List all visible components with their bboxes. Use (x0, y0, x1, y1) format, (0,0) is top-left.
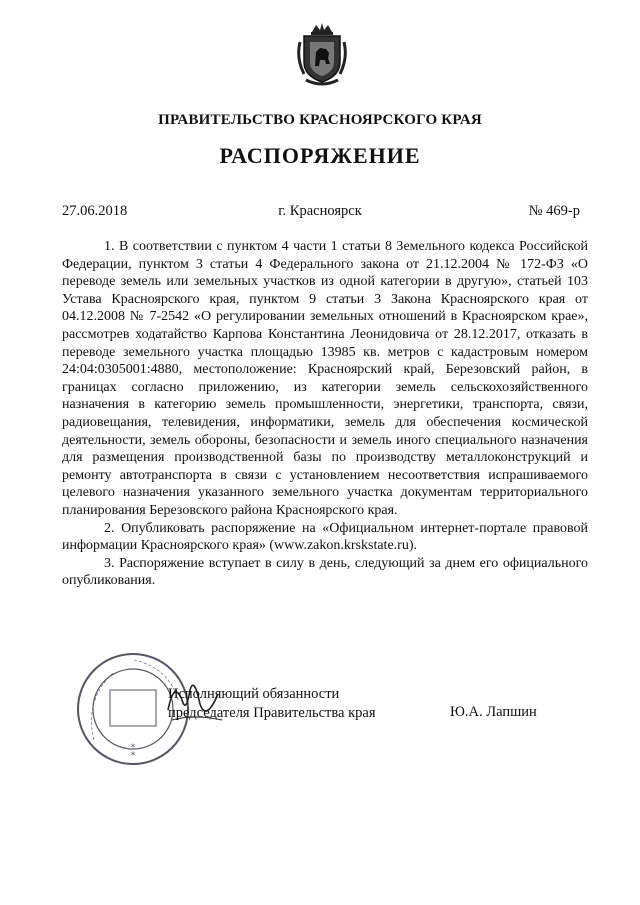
document-city: г. Красноярск (278, 203, 362, 219)
document-number: № 469-р (528, 203, 580, 219)
organization-title: ПРАВИТЕЛЬСТВО КРАСНОЯРСКОГО КРАЯ (158, 112, 482, 128)
signatory-title-line-2: председателя Правительства края (168, 705, 376, 721)
document-date: 27.06.2018 (62, 203, 128, 219)
svg-text:*: * (130, 743, 136, 753)
document-type-title: РАСПОРЯЖЕНИЕ (219, 143, 421, 168)
svg-text:*: * (130, 751, 136, 761)
document-body (62, 238, 588, 590)
signatory-title-line-1: Исполняющий обязанности (168, 686, 340, 702)
coat-of-arms-icon (296, 22, 348, 88)
paragraph-3: 3. Распоряжение вступает в силу в день, следующий за днем его официального опубликования. (62, 555, 588, 589)
paragraph-1: 1. В соответствии с пунктом 4 части 1 статьи 8 Земельного кодекса Российской Федерации, пунктом 3 статьи 4 Федерального закона от 21.12.2004 № 172-ФЗ «О переводе земель или земельных участков из одной категории в другую», статьей 103 Устава Красноярского края, пунктом 9 статьи 3 Закона Красноярского края от 04.12.2008 № 7-2542 «О регулировании земельных отношений в Красноярском крае», рассмотрев ходатайство Карпова Константина Леонидовича от 28.12.2017, отказать в переводе земельного участка площадью 13985 кв. метров с кадастровым номером 24:04:0305001:4880, местоположение: Красноярский край, Березовский район, в границах согласно приложению, из категории земель сельскохозяйственного назначения в категорию земель промышленности, энергетики, транспорта, связи, радиовещания, телевидения, информатики, земель для обеспечения космической деятельности, земель обороны, безопасности и земель иного специального назначения для размещения производственной базы по производству металлоконструкций и ремонту автотранспорта в связи с установлением несоответствия испрашиваемого целевого назначения указанного земельного участка документам территориального планирования Березовского района Красноярского края. (62, 239, 588, 518)
signatory-name: Ю.А. Лапшин (450, 704, 537, 720)
paragraph-2: 2. Опубликовать распоряжение на «Официальном интернет-портале правовой информации Красноярского края» (www.zakon.krskstate.ru). (62, 520, 588, 554)
signatory-title (168, 685, 376, 723)
